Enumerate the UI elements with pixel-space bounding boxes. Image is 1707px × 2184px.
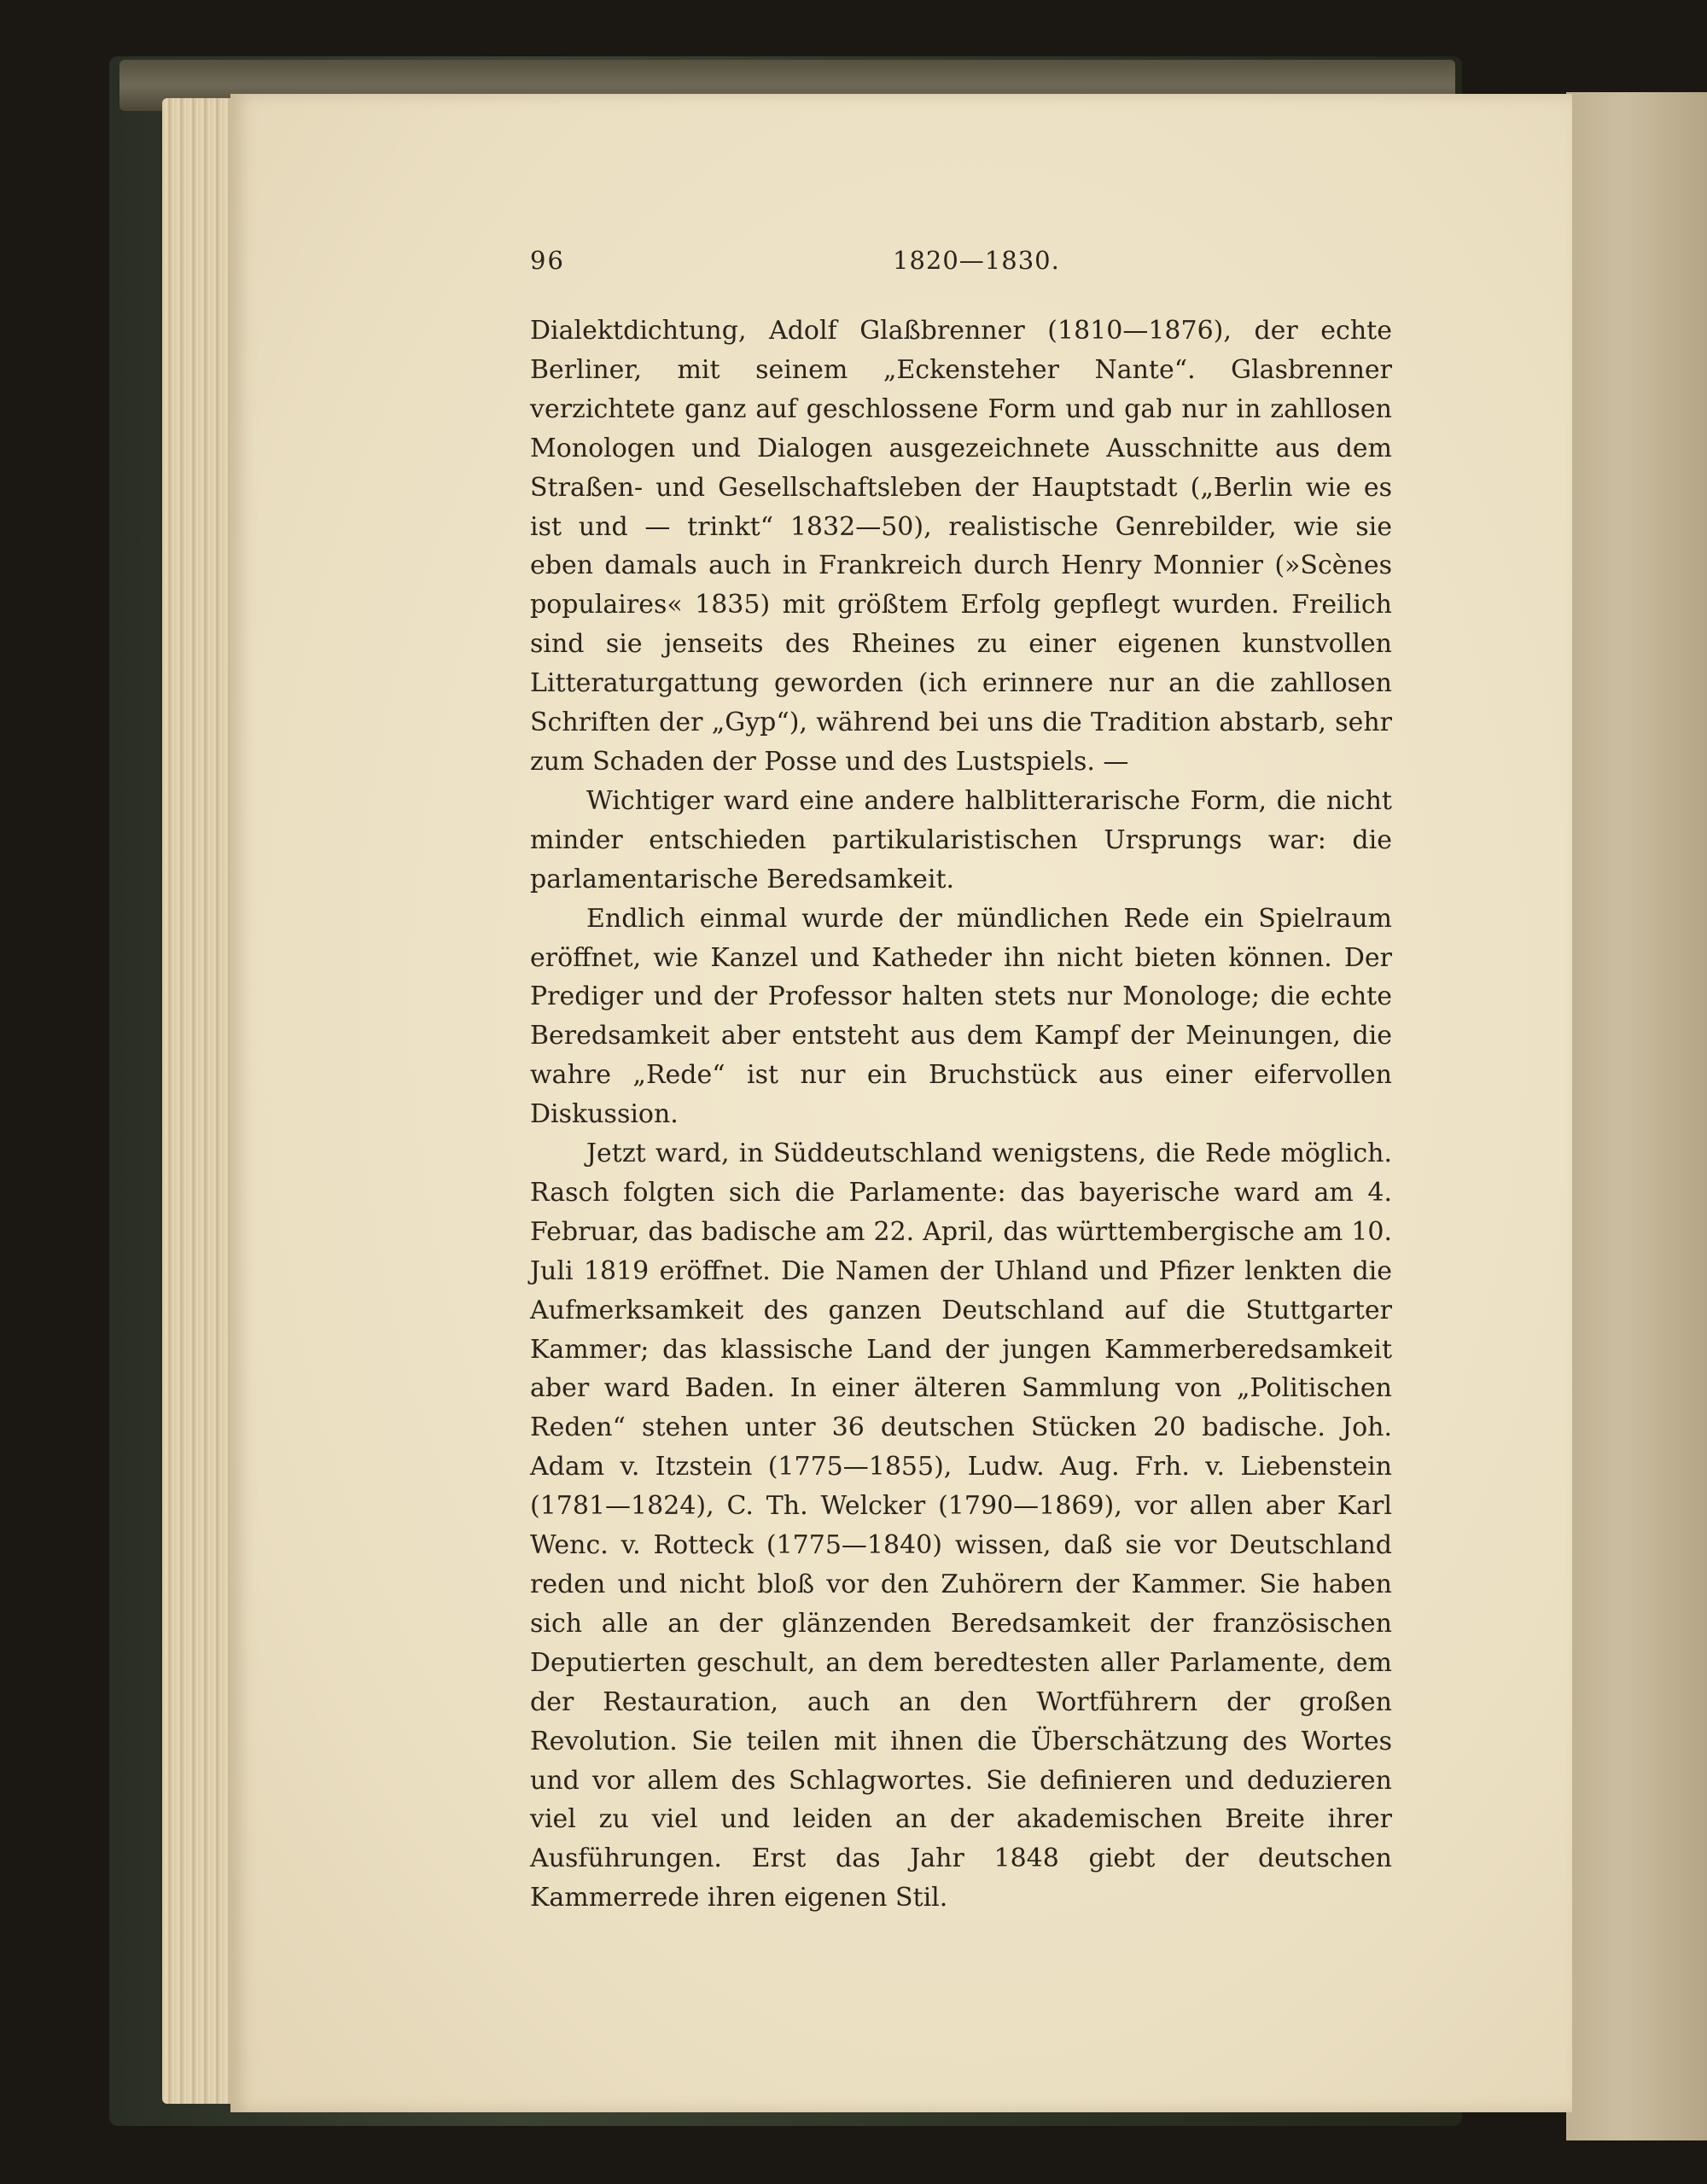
page-header [530, 246, 1392, 280]
page-block-right [1566, 92, 1707, 2140]
paragraph-oral-speech: Endlich einmal wurde der mündlichen Rede ein Spielraum eröffnet, wie Kanzel und Katheder ihn nicht bieten können. Der Prediger und der Professor halten stets nur Monologe; die echte Beredsamkeit aber entsteht aus dem Kampf der Meinungen, die wahre „Rede“ ist nur ein Bruchstück aus einer eifervollen Diskussion. [530, 903, 1392, 1130]
body-text [530, 312, 1392, 1918]
page-number: 96 [530, 246, 565, 275]
paragraph-parliamentary-eloquence: Wichtiger ward eine andere halblitterarische Form, die nicht minder entschieden partikularistischen Ursprungs war: die parlamentarische Beredsamkeit. [530, 785, 1392, 894]
running-title: 1820—1830. [893, 246, 1060, 275]
paragraph-parliaments: Jetzt ward, in Süddeutschland wenigstens, die Rede möglich. Rasch folgten sich die Parlamente: das bayerische ward am 4. Februar, das badische am 22. April, das württembergische am 10. Juli 1819 eröffnet. Die Namen der Uhland und Pfizer lenkten die Aufmerksamkeit des ganzen Deutschland auf die Stuttgarter Kammer; das klassische Land der jungen Kammerberedsamkeit aber ward Baden. In einer älteren Sammlung von „Politischen Reden“ stehen unter 36 deutschen Stücken 20 badische. Joh. Adam v. Itzstein (1775—1855), Ludw. Aug. Frh. v. Liebenstein (1781—1824), C. Th. Welcker (1790—1869), vor allen aber Karl Wenc. v. Rotteck (1775—1840) wissen, daß sie vor Deutschland reden und nicht bloß vor den Zuhörern der Kammer. Sie haben sich alle an der glänzenden Beredsamkeit der französischen Deputierten geschult, an dem beredtesten aller Parlamente, dem der Restauration, auch an den Wortführern der großen Revolution. Sie teilen mit ihnen die Überschätzung des Wortes und vor allem des Schlagwortes. Sie definieren und deduzieren viel zu viel und leiden an der akademischen Breite ihrer Ausführungen. Erst das Jahr 1848 giebt der deutschen Kammerrede ihren eigenen Stil. [530, 1139, 1392, 1913]
paragraph-dialect-poetry: Dialektdichtung, Adolf Glaßbrenner (1810—1876), der echte Berliner, mit seinem „Eckensteher Nante“. Glasbrenner verzichtete ganz auf geschlossene Form und gab nur in zahllosen Monologen und Dialogen ausgezeichnete Ausschnitte aus dem Straßen- und Gesellschaftsleben der Hauptstadt („Berlin wie es ist und — trinkt“ 1832—50), realistische Genrebilder, wie sie eben damals auch in Frankreich durch Henry Monnier (»Scènes populaires« 1835) mit größtem Erfolg gepflegt wurden. Freilich sind sie jenseits des Rheines zu einer eigenen kunstvollen Litteraturgattung geworden (ich erinnere nur an die zahllosen Schriften der „Gyp“), während bei uns die Tradition abstarb, sehr zum Schaden der Posse und des Lustspiels. — [530, 316, 1392, 777]
